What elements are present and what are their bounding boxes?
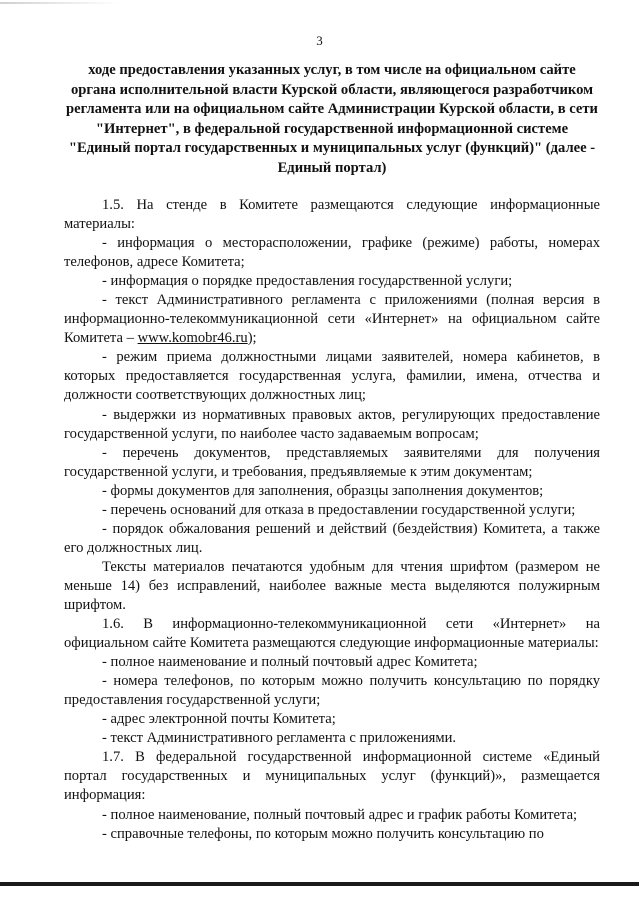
paragraph-1-5: 1.5. На стенде в Комитете размещаются следующие информационные материалы: xyxy=(64,197,600,233)
scan-artifact xyxy=(0,2,120,4)
page-number: 3 xyxy=(316,33,323,48)
list-item-location-info: - информация о месторасположении, графике (режиме) работы, номерах телефонов, адресе Комитета; xyxy=(64,235,600,271)
list-item-name-address-schedule: - полное наименование, полный почтовый адрес и график работы Комитета; xyxy=(102,806,578,823)
section-heading: ходе предоставления указанных услуг, в том числе на официальном сайте органа исполнительной власти Курской области, являющегося разработчиком регламента или на официальном сайте Администрации Курской области, в сети "Интернет", в федеральной государственной информационной системе "Единый портал государственных и муниципальных услуг (функций)" (далее - Единый портал) xyxy=(66,62,598,176)
list-item-refusal-grounds: - перечень оснований для отказа в предоставлении государственной услуги; xyxy=(102,501,576,518)
list-item-appeal-procedure: - порядок обжалования решений и действий (бездействия) Комитета, а также его должностных лиц. xyxy=(64,520,600,556)
bottom-scan-border xyxy=(0,882,639,886)
list-item-legal-extracts: - выдержки из нормативных правовых актов, регулирующих предоставление государственной услуги, по наиболее часто задаваемым вопросам; xyxy=(64,406,600,442)
list-item-full-name-address: - полное наименование и полный почтовый адрес Комитета; xyxy=(102,654,478,671)
paragraph-font-requirements: Тексты материалов печатаются удобным для чтения шрифтом (размером не меньше 14) без исправлений, наиболее важные места выделяются полужирным шрифтом. xyxy=(64,558,600,613)
list-item-email: - адрес электронной почты Комитета; xyxy=(102,711,336,728)
list-item-regulation-text-tail: ); xyxy=(247,330,257,347)
list-item-regulation-text xyxy=(64,291,600,348)
list-item-documents-list: - перечень документов, представляемых заявителями для получения государственной услуги, и требования, предъявляемые к этим документам; xyxy=(64,444,600,480)
list-item-procedure-info: - информация о порядке предоставления государственной услуги; xyxy=(102,273,513,290)
list-item-reception-schedule: - режим приема должностными лицами заявителей, номера кабинетов, в которых предоставляется государственная услуга, фамилии, имена, отчества и должности соответствующих должностных лиц; xyxy=(64,349,600,404)
document-body xyxy=(64,196,600,844)
paragraph-1-7: 1.7. В федеральной государственной информационной системе «Единый портал государственных и муниципальных услуг (функций)», размещается информация: xyxy=(64,749,600,804)
list-item-reference-phones: - справочные телефоны, по которым можно получить консультацию по xyxy=(102,825,544,842)
list-item-document-forms: - формы документов для заполнения, образцы заполнения документов; xyxy=(102,482,544,499)
website-link[interactable]: www.komobr46.ru xyxy=(137,330,248,347)
list-item-regulation-text-body: - текст Административного регламента с приложениями (полная версия в информационно-телекоммуникационной сети «Интернет» на официальном сайте Комитета – xyxy=(64,292,600,347)
list-item-regulation-appendices: - текст Административного регламента с приложениями. xyxy=(102,730,457,747)
paragraph-1-6: 1.6. В информационно-телекоммуникационной сети «Интернет» на официальном сайте Комитета размещаются следующие информационные материалы: xyxy=(64,616,600,652)
list-item-phone-numbers: - номера телефонов, по которым можно получить консультацию по порядку предоставления государственной услуги; xyxy=(64,673,600,709)
